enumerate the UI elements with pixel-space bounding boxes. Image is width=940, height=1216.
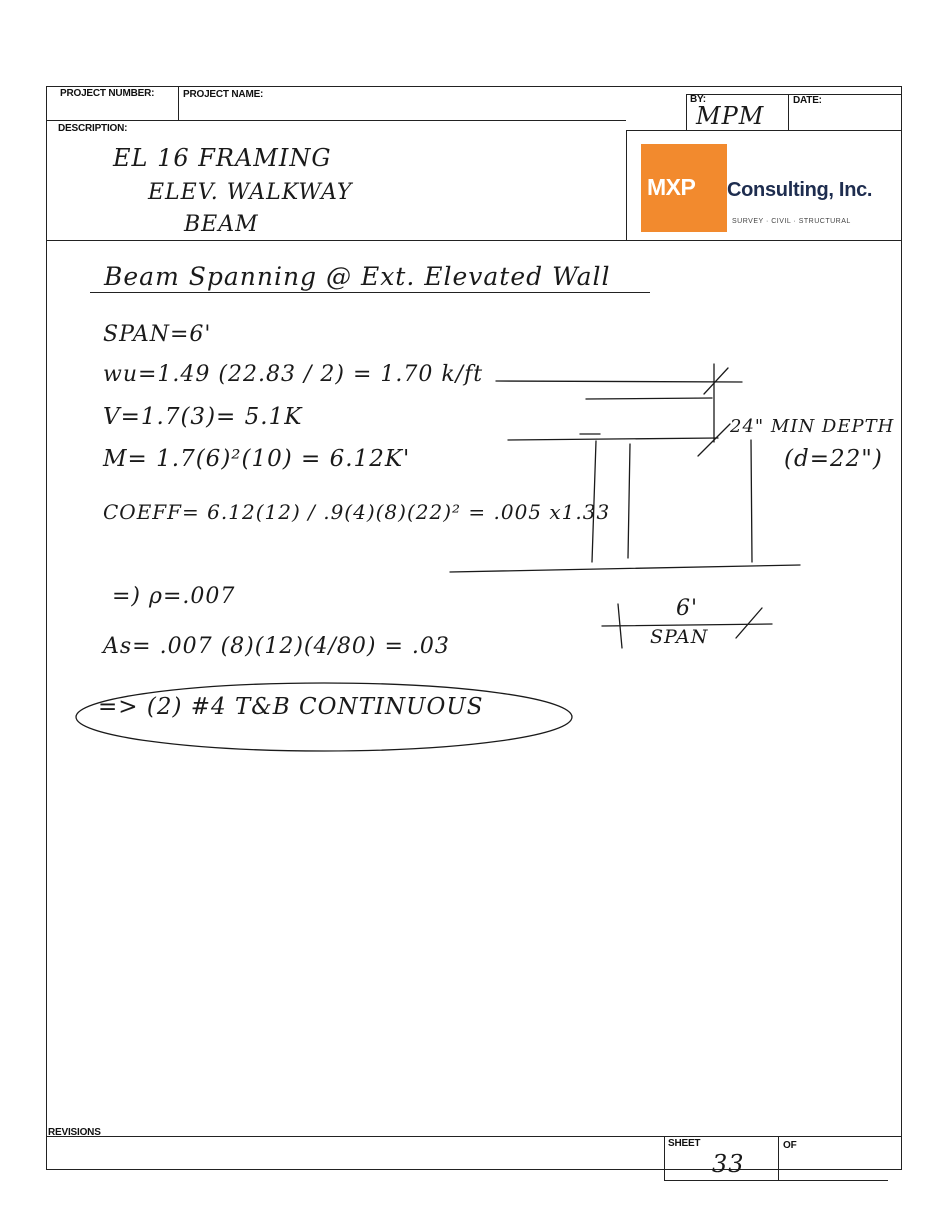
depth-tick-top	[704, 368, 728, 394]
company-tagline: SURVEY · CIVIL · STRUCTURAL	[732, 218, 851, 225]
calc-line-shear: V=1.7(3)= 5.1K	[103, 404, 303, 430]
company-name: Consulting, Inc.	[727, 179, 873, 201]
calc-line-wu: wu=1.49 (22.83 / 2) = 1.70 k/ft	[103, 362, 484, 387]
by-value: MPM	[696, 102, 765, 130]
sheet-of-divider	[778, 1136, 779, 1180]
revisions-label: REVISIONS	[48, 1127, 101, 1138]
calc-line-rho: =) ρ=.007	[112, 584, 236, 609]
by-label: BY:	[690, 94, 706, 105]
depth-note: 24" MIN DEPTH	[730, 416, 895, 437]
of-label: OF	[783, 1140, 797, 1151]
project-number-label: PROJECT NUMBER:	[60, 88, 155, 99]
description-label: DESCRIPTION:	[58, 123, 128, 134]
span-tick-right	[736, 608, 762, 638]
beam-top-line	[508, 438, 718, 440]
calc-line-moment: M= 1.7(6)²(10) = 6.12K'	[103, 446, 411, 472]
calc-line-as: As= .007 (8)(12)(4/80) = .03	[103, 634, 450, 659]
calc-line-coeff: COEFF= 6.12(12) / .9(4)(8)(22)² = .005 x1.33	[103, 500, 611, 524]
slab-bottom-line	[586, 398, 712, 399]
result-circle	[76, 683, 572, 751]
company-logo-text: MXP	[647, 174, 696, 200]
beam-inner-left-face	[628, 444, 630, 558]
sheet-cell-bottom	[664, 1180, 888, 1181]
span-label: SPAN	[650, 626, 709, 648]
calc-heading: Beam Spanning @ Ext. Elevated Wall	[104, 262, 611, 291]
sheet-value: 33	[712, 1150, 745, 1178]
beam-right-face	[751, 440, 752, 562]
beam-left-face	[592, 441, 596, 562]
calc-line-span: SPAN=6'	[103, 322, 212, 347]
date-label: DATE:	[793, 95, 822, 106]
beam-bottom-line	[450, 565, 800, 572]
description-line-3: BEAM	[184, 212, 259, 237]
slab-top-line	[496, 381, 742, 382]
project-name-label: PROJECT NAME:	[183, 89, 264, 100]
calc-line-result: => (2) #4 T&B CONTINUOUS	[98, 694, 484, 720]
description-line-2: ELEV. WALKWAY	[148, 180, 353, 205]
d-note: (d=22")	[784, 446, 883, 472]
description-line-1: EL 16 FRAMING	[113, 144, 332, 172]
sheet-label: SHEET	[668, 1138, 701, 1149]
sheet-cell-left	[664, 1136, 665, 1180]
revisions-divider	[46, 1136, 902, 1137]
span-value: 6'	[676, 596, 699, 621]
